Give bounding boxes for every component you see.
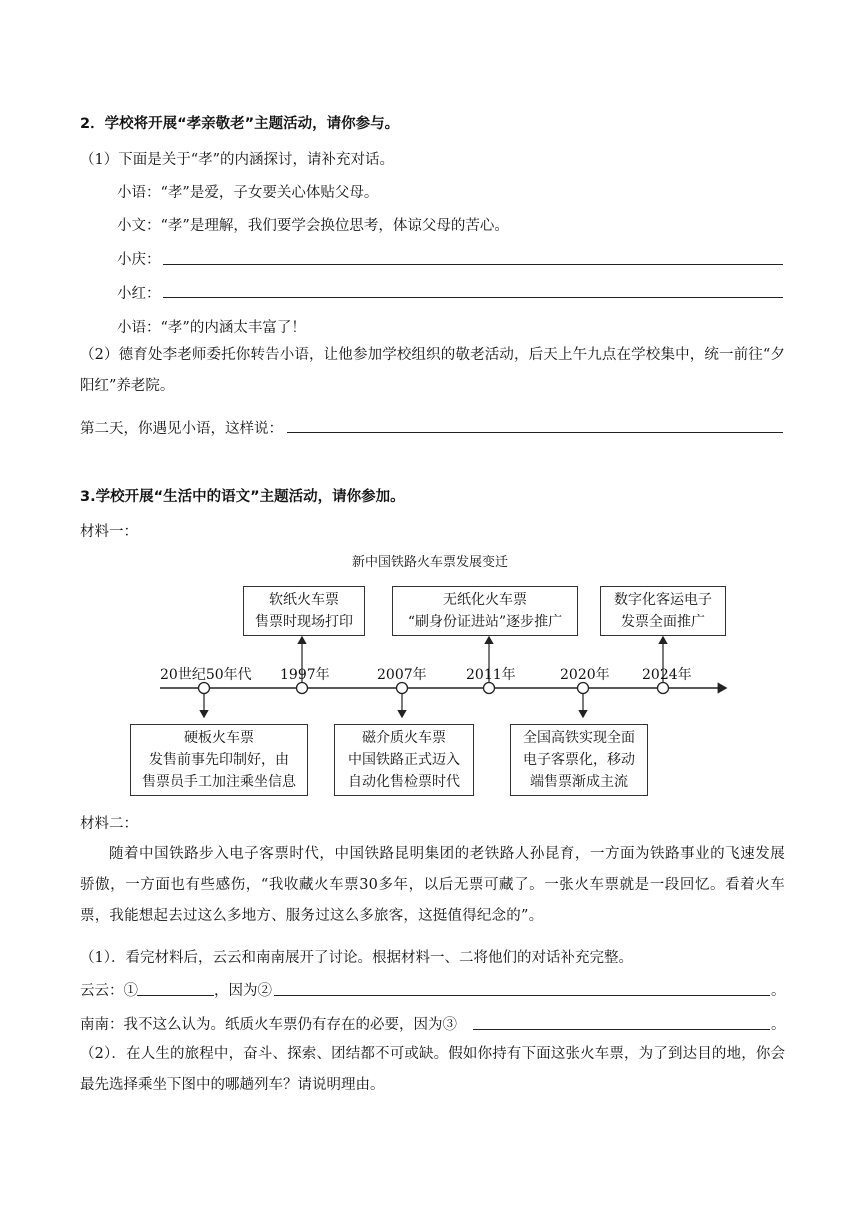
timeline-box-2007: 磁介质火车票 中国铁路正式迈入 自动化售检票时代 bbox=[334, 724, 474, 796]
year-label-2011: 2011年 bbox=[466, 667, 516, 683]
q3-sub2-prompt: （2）．在人生的旅程中，奋斗、探索、团结都不可或缺。假如你持有下面这张火车票，为了到达目的地，你会最先选择乘坐下图中的哪趟列车？请说明理由。 bbox=[80, 1046, 785, 1093]
answer-line-1[interactable] bbox=[137, 995, 214, 996]
q2-part1-prompt: （1）下面是关于“孝”的内涵探讨，请补充对话。 bbox=[80, 152, 395, 168]
q3-sub1-prompt: （1）．看完材料后，云云和南南展开了讨论。根据材料一、二将他们的对话补充完整。 bbox=[80, 950, 633, 966]
year-label-1950s: 20世纪50年代 bbox=[160, 667, 252, 683]
node-2007 bbox=[397, 683, 408, 694]
dialogue-xiaohong-label: 小红： bbox=[117, 286, 161, 302]
timeline-box-1997: 软纸火车票 售票时现场打印 bbox=[243, 586, 365, 636]
timeline-box-2011: 无纸化火车票 “刷身份证进站”逐步推广 bbox=[392, 586, 578, 636]
yunyun-because: ，因为② bbox=[214, 983, 272, 999]
dialogue-xiaoyu-2: 小语：“孝”的内涵太丰富了！ bbox=[117, 320, 306, 336]
node-1950s bbox=[199, 683, 210, 694]
answer-line-3[interactable] bbox=[473, 1029, 770, 1030]
material1-label: 材料一： bbox=[80, 524, 138, 540]
node-1997 bbox=[297, 683, 308, 694]
year-label-2020: 2020年 bbox=[560, 667, 610, 683]
dialogue-xiaoyu-1: 小语：“孝”是爱，子女要关心体贴父母。 bbox=[117, 185, 379, 201]
xiaoqing-answer-line[interactable] bbox=[163, 264, 783, 265]
nannan-period: 。 bbox=[771, 1017, 786, 1033]
q3-title: 3.学校开展“生活中的语文”主题活动，请你参加。 bbox=[80, 489, 405, 505]
yunyun-label: 云云：① bbox=[80, 983, 138, 999]
dialogue-xiaowen: 小文：“孝”是理解，我们要学会换位思考，体谅父母的苦心。 bbox=[117, 218, 509, 234]
q2-part2-answer-label: 第二天，你遇见小语，这样说： bbox=[80, 421, 283, 437]
node-2024 bbox=[658, 683, 669, 694]
answer-line-2[interactable] bbox=[274, 995, 770, 996]
q2-part2-answer-line[interactable] bbox=[287, 432, 783, 433]
xiaohong-answer-line[interactable] bbox=[163, 297, 783, 298]
year-label-2024: 2024年 bbox=[642, 667, 692, 683]
node-2011 bbox=[484, 683, 495, 694]
nannan-text: 南南：我不这么认为。纸质火车票仍有存在的必要，因为③ bbox=[80, 1017, 457, 1033]
timeline-box-2020: 全国高铁实现全面 电子客票化，移动 端售票渐成主流 bbox=[510, 724, 648, 796]
q2-title: 2．学校将开展“孝亲敬老”主题活动，请你参与。 bbox=[80, 116, 400, 132]
dialogue-xiaoqing-label: 小庆： bbox=[117, 252, 161, 268]
node-2020 bbox=[578, 683, 589, 694]
timeline-box-2024: 数字化客运电子 发票全面推广 bbox=[600, 586, 726, 636]
year-label-1997: 1997年 bbox=[280, 667, 330, 683]
material2-label: 材料二： bbox=[80, 816, 138, 832]
year-label-2007: 2007年 bbox=[377, 667, 427, 683]
q2-part2-prompt: （2）德育处李老师委托你转告小语，让他参加学校组织的敬老活动，后天上午九点在学校集中，统一前往“夕阳红”养老院。 bbox=[80, 347, 785, 394]
timeline-box-1950s: 硬板火车票 发售前事先印制好，由 售票员手工加注乘坐信息 bbox=[130, 724, 308, 796]
material2-text: 随着中国铁路步入电子客票时代，中国铁路昆明集团的老铁路人孙昆育，一方面为铁路事业的飞速发展骄傲，一方面也有些感伤，“我收藏火车票30多年，以后无票可藏了。一张火车票就是一段回忆。看着火车票，我能想起去过这么多地方、服务过这么多旅客，这挺值得纪念的”。 bbox=[80, 846, 785, 924]
timeline-title: 新中国铁路火车票发展变迁 bbox=[351, 555, 508, 570]
yunyun-period: 。 bbox=[771, 983, 786, 999]
